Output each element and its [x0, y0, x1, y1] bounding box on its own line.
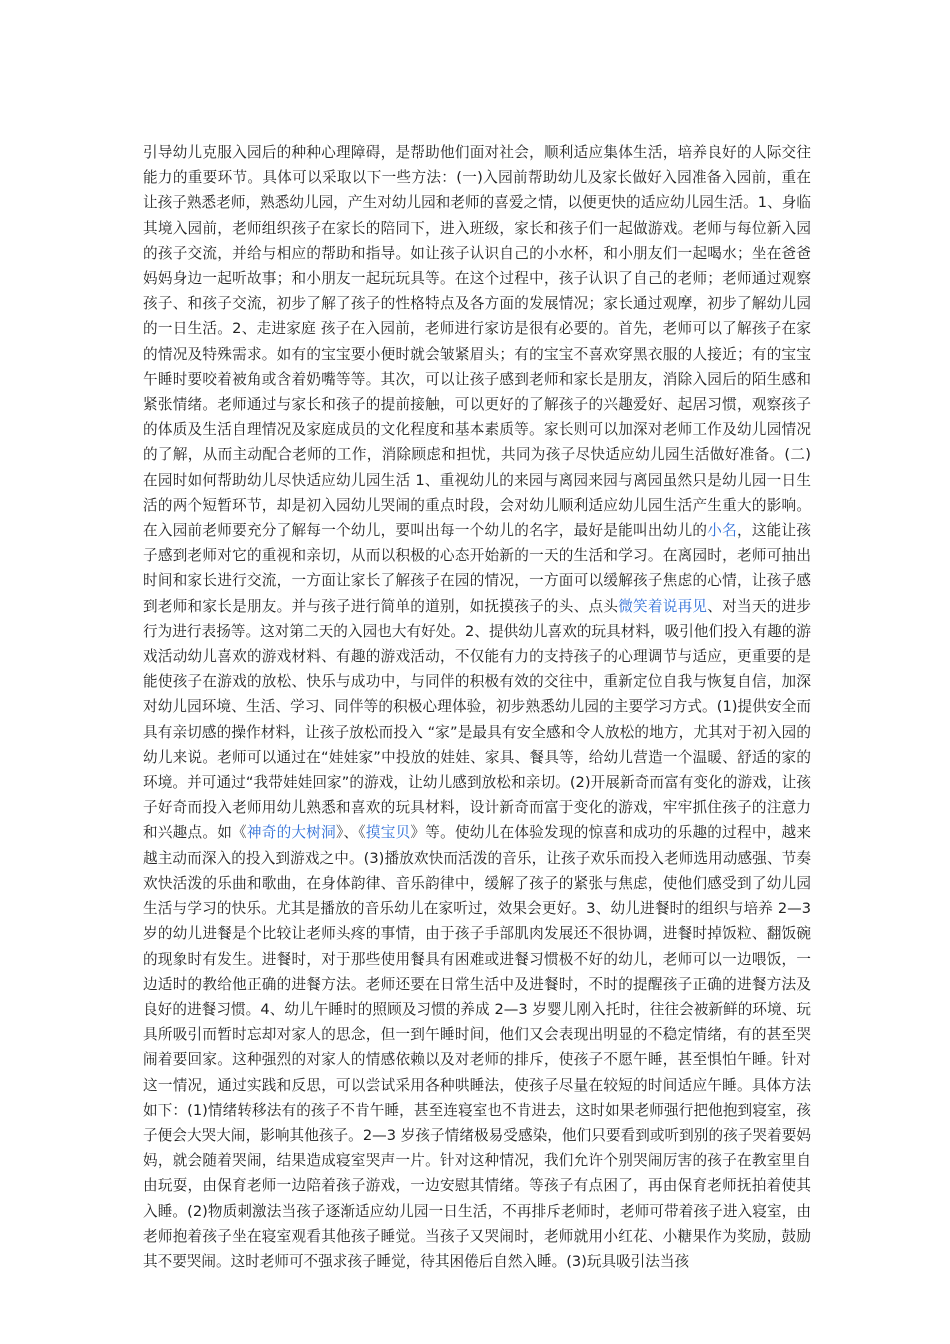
- body-paragraph: [143, 140, 811, 1274]
- link-xiaoming[interactable]: 小名: [707, 522, 737, 540]
- body-text: 》、《: [335, 824, 366, 842]
- body-text: 、对当天的进步行为进行表扬等。这对第二天的入园也大有好处。2、提供幼儿喜欢的玩具材料，吸引他们投入有趣的游戏活动幼儿喜欢的游戏材料、有趣的游戏活动，不仅能有力的支持孩子的心理调节与适应，更重要的是能使孩子在游戏的放松、快乐与成功中，与同伴的积极有效的交往中，重新定位自我与恢复自信，加深对幼儿园环境、生活、学习、同伴等的积极心理体验，初步熟悉幼儿园的主要学习方式。(1)提供安全而具有亲切感的操作材料，让孩子放松而投入 “家”是最具有安全感和令人放松的地方，尤其对于初入园的幼儿来说。老师可以通过在“娃娃家”中投放的娃娃、家具、餐具等，给幼儿营造一个温暖、舒适的家的环境。并可通过“我带娃娃回家”的游戏，让幼儿感到放松和亲切。(2)开展新奇而富有变化的游戏，让孩子好奇而投入老师用幼儿熟悉和喜欢的玩具材料，设计新奇而富于变化的游戏，牢牢抓住孩子的注意力和兴趣点。如《: [143, 597, 811, 842]
- link-touch-treasure[interactable]: 摸宝贝: [365, 824, 411, 842]
- link-magic-tree-hole[interactable]: 神奇的大树洞: [246, 824, 336, 842]
- body-text: 引导幼儿克服入园后的种种心理障碍，是帮助他们面对社会，顺利适应集体生活，培养良好的人际交往能力的重要环节。具体可以采取以下一些方法：(一)入园前帮助幼儿及家长做好入园准备入园前，重在让孩子熟悉老师，熟悉幼儿园，产生对幼儿园和老师的喜爱之情，以便更快的适应幼儿园生活。1、身临其境入园前，老师组织孩子在家长的陪同下，进入班级，家长和孩子们一起做游戏。老师与每位新入园的孩子交流，并给与相应的帮助和指导。如让孩子认识自己的小水杯，和小朋友们一起喝水；坐在爸爸妈妈身边一起听故事；和小朋友一起玩玩具等。在这个过程中，孩子认识了自己的老师；老师通过观察孩子、和孩子交流，初步了解了孩子的性格特点及各方面的发展情况；家长通过观摩，初步了解幼儿园的一日生活。2、走进家庭 孩子在入园前，老师进行家访是很有必要的。首先，老师可以了解孩子在家的情况及特殊需求。如有的宝宝要小便时就会皱紧眉头；有的宝宝不喜欢穿黑衣服的人接近；有的宝宝午睡时要咬着被角或含着奶嘴等等。其次，可以让孩子感到老师和家长是朋友，消除入园后的陌生感和紧张情绪。老师通过与家长和孩子的提前接触，可以更好的了解孩子的兴趣爱好、起居习惯，观察孩子的体质及生活自理情况及家庭成员的文化程度和基本素质等。家长则可以加深对老师工作及幼儿园情况的了解，从而主动配合老师的工作，消除顾虑和担忧，共同为孩子尽快适应幼儿园生活做好准备。(二)在园时如何帮助幼儿尽快适应幼儿园生活 1、重视幼儿的来园与离园来园与离园虽然只是幼儿园一日生活的两个短暂环节，却是初入园幼儿哭闹的重点时段，会对幼儿顺利适应幼儿园生活产生重大的影响。在入园前老师要充分了解每一个幼儿，要叫出每一个幼儿的名字，最好是能叫出幼儿的: [143, 144, 811, 540]
- body-text: 》等。使幼儿在体验发现的惊喜和成功的乐趣的过程中，越来越主动而深入的投入到游戏之中。(3)播放欢快而活泼的音乐，让孩子欢乐而投入老师选用动感强、节奏欢快活泼的乐曲和歌曲，在身体韵律、音乐韵律中，缓解了孩子的紧张与焦虑，使他们感受到了幼儿园生活与学习的快乐。尤其是播放的音乐幼儿在家听过，效果会更好。3、幼儿进餐时的组织与培养 2—3 岁的幼儿进餐是个比较让老师头疼的事情，由于孩子手部肌肉发展还不很协调，进餐时掉饭粒、翻饭碗的现象时有发生。进餐时，对于那些使用餐具有困难或进餐习惯极不好的幼儿，老师可以一边喂饭，一边适时的教给他正确的进餐方法。老师还要在日常生活中及进餐时，不时的提醒孩子正确的进餐方法及良好的进餐习惯。4、幼儿午睡时的照顾及习惯的养成 2—3 岁婴儿刚入托时，往往会被新鲜的环境、玩具所吸引而暂时忘却对家人的思念，但一到午睡时间，他们又会表现出明显的不稳定情绪，有的甚至哭闹着要回家。这种强烈的对家人的情感依赖以及对老师的排斥，使孩子不愿午睡，甚至惧怕午睡。针对这一情况，通过实践和反思，可以尝试采用各种哄睡法，使孩子尽量在较短的时间适应午睡。具体方法如下：(1)情绪转移法有的孩子不肯午睡，甚至连寝室也不肯进去，这时如果老师强行把他抱到寝室，孩子便会大哭大闹，影响其他孩子。2—3 岁孩子情绪极易受感染，他们只要看到或听到别的孩子哭着要妈妈，就会随着哭闹，结果造成寝室哭声一片。针对这种情况，我们允许个别哭闹厉害的孩子在教室里自由玩耍，由保育老师一边陪着孩子游戏，一边安慰其情绪。等孩子有点困了，再由保育老师抚拍着使其入睡。(2)物质刺激法当孩子逐渐适应幼儿园一日生活，不再排斥老师时，老师可带着孩子进入寝室，由老师抱着孩子坐在寝室观看其他孩子睡觉。当孩子又哭闹时，老师就用小红花、小糖果作为奖励，鼓励其不要哭闹。这时老师可不强求孩子睡觉，待其困倦后自然入睡。(3)玩具吸引法当孩: [143, 824, 811, 1270]
- body-text: ，这能让孩子感到老师对它的重视和亲切，从而以积极的心态开始新的一天的生活和学习。在离园时，老师可抽出时间和家长进行交流，一方面让家长了解孩子在园的情况，一方面可以缓解孩子焦虑的心情，让孩子感到老师和家长是朋友。并与孩子进行简单的道别，如抚摸孩子的头、点头: [143, 522, 811, 615]
- link-smile-goodbye[interactable]: 微笑着说再见: [618, 597, 708, 615]
- document-page: [143, 140, 811, 1320]
